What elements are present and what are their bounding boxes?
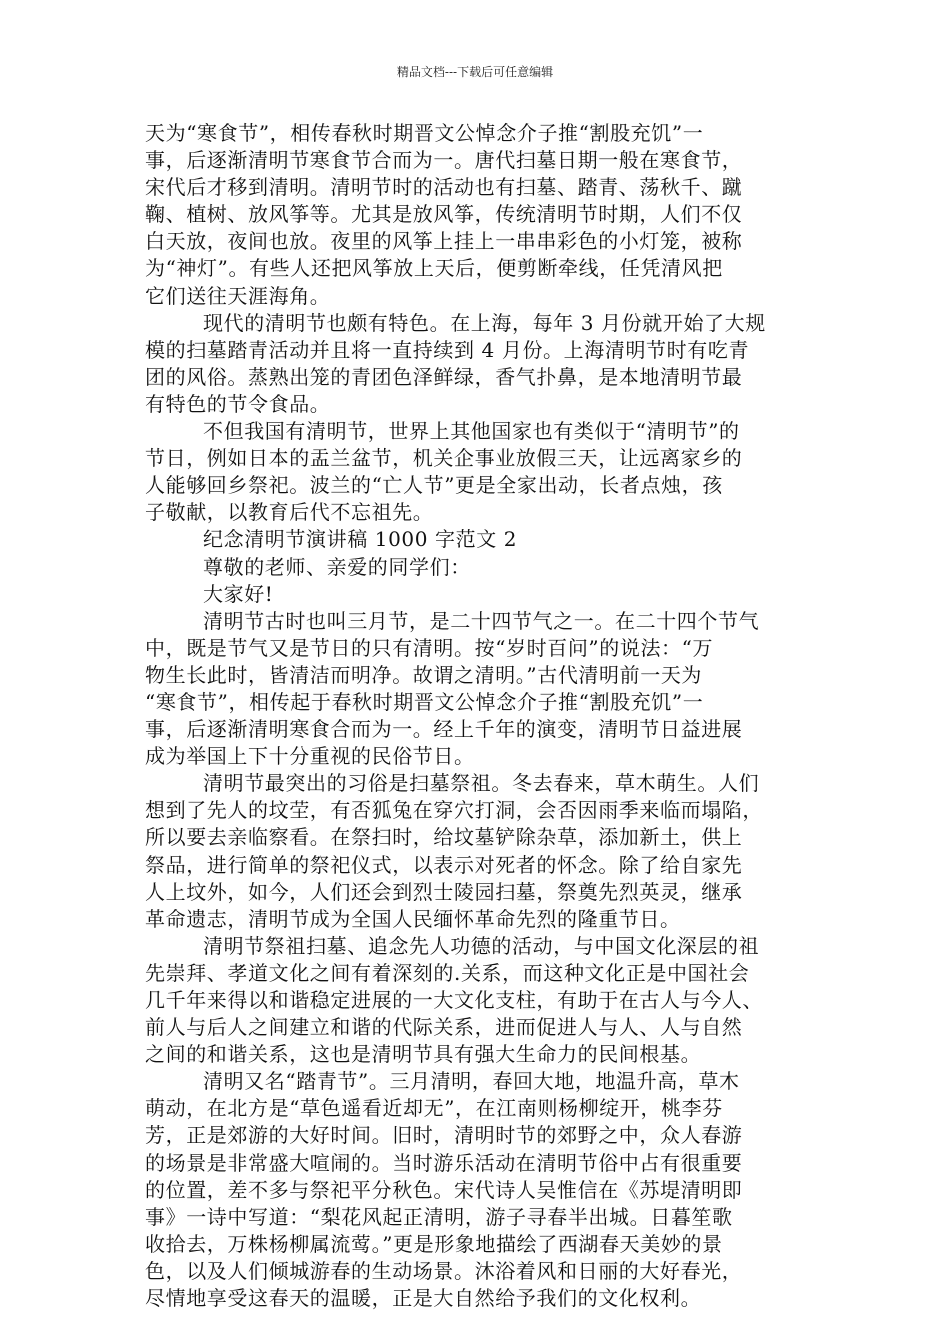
page-header: 精品文档---下载后可任意编辑: [396, 65, 554, 79]
text-line: 大家好!: [203, 581, 274, 606]
text-line: 物生长此时，皆清洁而明净。故谓之清明。”古代清明前一天为: [145, 662, 703, 687]
text-line: 团的风俗。蒸熟出笼的青团色泽鲜绿，香气扑鼻，是本地清明节最: [145, 364, 743, 389]
text-line: 有特色的节令食品。: [145, 391, 331, 416]
document-body: [145, 120, 815, 1312]
text-line: 事》一诗中写道：“梨花风起正清明，游子寻春半出城。日暮笙歌: [145, 1204, 733, 1229]
text-line: 革命遗志，清明节成为全国人民缅怀革命先烈的隆重节日。: [145, 906, 681, 931]
text-line: 的位置，差不多与祭祀平分秋色。宋代诗人吴惟信在《苏堤清明即: [145, 1177, 743, 1202]
text-line: 清明节最突出的习俗是扫墓祭祖。冬去春来，草木萌生。人们: [203, 771, 760, 796]
text-line: 成为举国上下十分重视的民俗节日。: [145, 744, 475, 769]
text-line: 鞠、植树、放风筝等。尤其是放风筝，传统清明节时期，人们不仅: [145, 202, 743, 227]
text-line: 色，以及人们倾城游春的生动场景。沐浴着风和日丽的大好春光，: [145, 1258, 743, 1283]
text-line: 事，后逐渐清明寒食合而为一。经上千年的演变，清明节日益进展: [145, 717, 743, 742]
text-line: 天为“寒食节”，相传春秋时期晋文公悼念介子推“割股充饥”一: [145, 121, 704, 145]
text-line: 几千年来得以和谐稳定进展的一大文化支柱，有助于在古人与今人、: [145, 988, 763, 1012]
text-line: 尽情地享受这春天的温暖，正是大自然给予我们的文化权利。: [145, 1286, 702, 1311]
text-line: 收拾去，万株杨柳属流莺。”更是形象地描绘了西湖春天美妙的景: [145, 1231, 723, 1256]
text-line: 先崇拜、孝道文化之间有着深刻的.关系，而这种文化正是中国社会: [145, 960, 750, 985]
text-line: 模的扫墓踏青活动并且将一直持续到 4 月份。上海清明节时有吃青: [145, 337, 750, 362]
text-line: 事，后逐渐清明节寒食节合而为一。唐代扫墓日期一般在寒食节，: [145, 148, 743, 173]
text-line: 的场景是非常盛大喧闹的。当时游乐活动在清明节俗中占有很重要: [145, 1150, 743, 1175]
text-line: 不但我国有清明节，世界上其他国家也有类似于“清明节”的: [203, 419, 740, 444]
text-line: 清明又名“踏青节”。三月清明，春回大地，地温升高，草木: [203, 1069, 740, 1094]
text-line: 萌动，在北方是“草色遥看近却无”，在江南则杨柳绽开，桃李芬: [145, 1096, 723, 1121]
text-line: 之间的和谐关系，这也是清明节具有强大生命力的民间根基。: [145, 1042, 702, 1067]
text-line: 所以要去亲临察看。在祭扫时，给坟墓铲除杂草，添加新土，供上: [145, 825, 743, 850]
text-line: 为“神灯”。有些人还把风筝放上天后，便剪断牵线，任凭清风把: [145, 256, 723, 281]
text-line: 清明节祭祖扫墓、追念先人功德的活动，与中国文化深层的祖: [203, 933, 760, 958]
text-line: 祭品，进行简单的祭祀仪式，以表示对死者的怀念。除了给自家先: [145, 852, 743, 877]
text-line: 现代的清明节也颇有特色。在上海，每年 3 月份就开始了大规: [203, 310, 766, 335]
text-line: 它们送往天涯海角。: [145, 283, 331, 308]
text-line: 前人与后人之间建立和谐的代际关系，进而促进人与人、人与自然: [145, 1015, 743, 1040]
text-line: “寒食节”，相传起于春秋时期晋文公悼念介子推“割股充饥”一: [145, 689, 704, 714]
text-line: 子敬献，以教育后代不忘祖先。: [145, 500, 434, 525]
text-line: 清明节古时也叫三月节，是二十四节气之一。在二十四个节气: [203, 608, 760, 633]
text-line: 纪念清明节演讲稿 1000 字范文 2: [203, 527, 518, 552]
text-line: 中，既是节气又是节日的只有清明。按“岁时百问”的说法：“万: [145, 635, 714, 660]
text-line: 想到了先人的坟茔，有否狐兔在穿穴打洞，会否因雨季来临而塌陷，: [145, 798, 763, 823]
text-line: 宋代后才移到清明。清明节时的活动也有扫墓、踏青、荡秋千、蹴: [145, 175, 743, 200]
text-line: 节日，例如日本的盂兰盆节，机关企事业放假三天，让远离家乡的: [145, 446, 743, 471]
text-line: 人能够回乡祭祀。波兰的“亡人节”更是全家出动，长者点烛，孩: [145, 473, 723, 498]
text-line: 白天放，夜间也放。夜里的风筝上挂上一串串彩色的小灯笼，被称: [145, 229, 743, 254]
text-line: 芳，正是郊游的大好时间。旧时，清明时节的郊野之中，众人春游: [145, 1123, 743, 1148]
text-line: 尊敬的老师、亲爱的同学们：: [203, 554, 471, 579]
text-line: 人上坟外，如今，人们还会到烈士陵园扫墓，祭奠先烈英灵，继承: [145, 879, 743, 904]
